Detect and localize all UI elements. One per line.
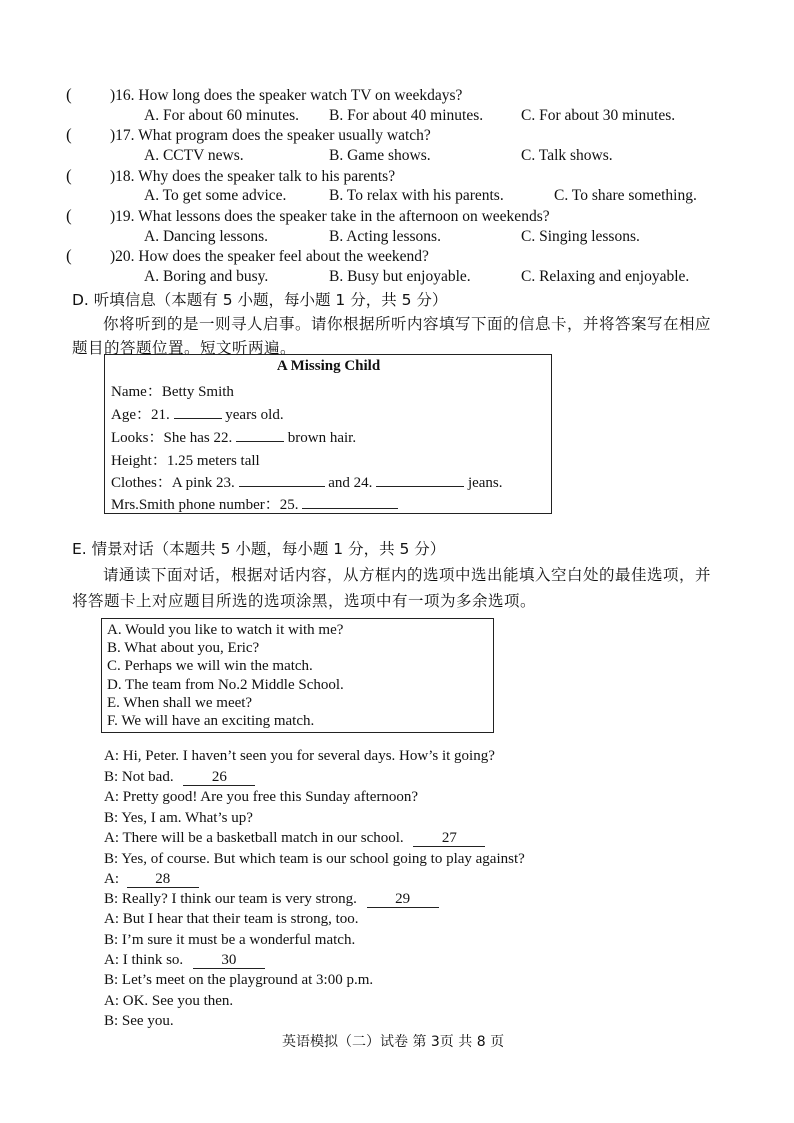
answer-blank-28[interactable]: 28 [127,871,199,888]
dialogue-text: A: Hi, Peter. I haven’t seen you for several days. How’s it going? [104,748,495,764]
option-b: B. Busy but enjoyable. [329,268,471,285]
option-b: B. Game shows. [329,147,431,164]
info-clothes [111,471,503,492]
option-a: A. Boring and busy. [144,268,269,285]
info-name: Name：Betty Smith [111,384,234,400]
dialogue-line [104,1013,174,1030]
option-a: A. For about 60 minutes. [144,107,299,124]
dialogue-text: A: I think so. [104,952,184,968]
dialogue-line [104,891,439,908]
dialogue-line [104,871,199,888]
answer-blank-27[interactable]: 27 [413,830,485,847]
option-item: C. Perhaps we will win the match. [107,658,313,674]
dialogue-line [104,748,495,765]
dialogue-line [104,911,359,928]
looks-label: Looks：She has 22. [111,430,233,446]
dialogue-line [104,851,525,868]
answer-paren: ( [66,125,72,144]
clothes-mid: and 24. [328,475,373,491]
option-a: A. To get some advice. [144,187,287,204]
age-suffix: years old. [225,407,284,423]
dialogue-text: B: I’m sure it must be a wonderful match. [104,932,356,948]
dialogue-text: A: There will be a basketball match in our school. [104,830,404,846]
dialogue-text: A: But I hear that their team is strong, too. [104,911,359,927]
option-c: C. Relaxing and enjoyable. [521,268,690,285]
answer-blank-25[interactable] [302,494,398,509]
answer-paren: ( [66,166,72,185]
answer-blank-22[interactable] [236,427,284,442]
section-d-heading: D. 听填信息（本题有 5 小题，每小题 1 分，共 5 分） [72,291,448,309]
dialogue-line [104,932,355,949]
dialogue-text: B: Yes, of course. But which team is our school going to play against? [104,851,525,867]
option-b: B. Acting lessons. [329,228,441,245]
option-b: B. To relax with his parents. [329,187,504,204]
info-looks [111,426,356,447]
dialogue-line [104,952,265,969]
option-c: C. Singing lessons. [521,228,640,245]
clothes-suffix: jeans. [467,475,503,491]
dialogue-text: A: [104,871,119,887]
question-text: )18. Why does the speaker talk to his parents? [110,168,396,185]
answer-blank-29[interactable]: 29 [367,891,439,908]
answer-paren: ( [66,246,72,265]
option-c: C. For about 30 minutes. [521,107,676,124]
info-height: Height：1.25 meters tall [111,453,260,469]
section-d-instructions-2: 题目的答题位置。短文听两遍。 [72,339,297,357]
option-c: C. Talk shows. [521,147,613,164]
dialogue-text: B: Not bad. [104,769,174,785]
answer-blank-30[interactable]: 30 [193,952,265,969]
option-item: D. The team from No.2 Middle School. [107,677,344,693]
age-label: Age：21. [111,407,170,423]
info-card-title: A Missing Child [276,358,381,374]
dialogue-text: B: Let’s meet on the playground at 3:00 p.m. [104,972,374,988]
dialogue-line [104,993,233,1010]
section-e-instructions-1: 请通读下面对话，根据对话内容，从方框内的选项中选出能填入空白处的最佳选项，并 [103,566,712,584]
option-item: F. We will have an exciting match. [107,713,315,729]
answer-blank-26[interactable]: 26 [183,769,255,786]
option-item: A. Would you like to watch it with me? [107,622,344,638]
question-text: )17. What program does the speaker usually watch? [110,127,431,144]
section-e-instructions-2: 将答题卡上对应题目所选的选项涂黑，选项中有一项为多余选项。 [72,592,537,610]
answer-blank-24[interactable] [376,472,464,487]
dialogue-text: A: OK. See you then. [104,993,234,1009]
option-c: C. To share something. [554,187,697,204]
answer-paren: ( [66,206,72,225]
dialogue-line [104,789,418,806]
page-footer: 英语模拟（二）试卷 第 3页 共 8 页 [282,1034,505,1050]
dialogue-line [104,830,485,847]
dialogue-text: A: Pretty good! Are you free this Sunday afternoon? [104,789,419,805]
option-a: A. Dancing lessons. [144,228,268,245]
phone-label: Mrs.Smith phone number：25. [111,497,299,513]
dialogue-text: B: Really? I think our team is very strong. [104,891,357,907]
clothes-label: Clothes：A pink 23. [111,475,235,491]
info-phone [111,493,398,514]
section-e-heading: E. 情景对话（本题共 5 小题，每小题 1 分，共 5 分） [72,540,446,558]
question-text: )16. How long does the speaker watch TV on weekdays? [110,87,463,104]
dialogue-line [104,972,373,989]
option-item: B. What about you, Eric? [107,640,260,656]
option-a: A. CCTV news. [144,147,244,164]
info-age [111,403,284,424]
looks-suffix: brown hair. [287,430,357,446]
section-d-instructions-1: 你将听到的是一则寻人启事。请你根据所听内容填写下面的信息卡，并将答案写在相应 [103,315,712,333]
option-item: E. When shall we meet? [107,695,253,711]
dialogue-text: B: See you. [104,1013,174,1029]
dialogue-line [104,769,255,786]
answer-blank-23[interactable] [239,472,325,487]
answer-paren: ( [66,85,72,104]
question-text: )20. How does the speaker feel about the weekend? [110,248,429,265]
question-text: )19. What lessons does the speaker take in the afternoon on weekends? [110,208,550,225]
dialogue-line [104,810,253,827]
option-b: B. For about 40 minutes. [329,107,484,124]
answer-blank-21[interactable] [174,404,222,419]
dialogue-text: B: Yes, I am. What’s up? [104,810,253,826]
